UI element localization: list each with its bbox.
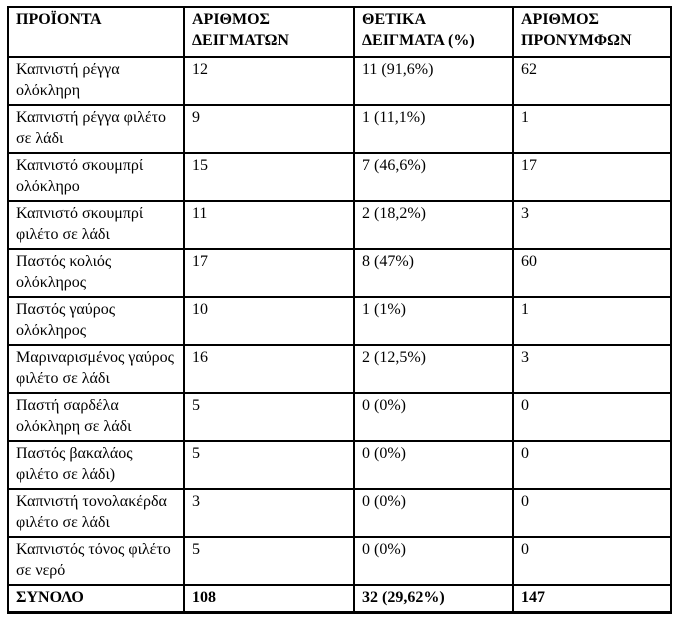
positive-cell: 0 (0%) (354, 489, 513, 537)
table-row (8, 201, 671, 249)
samples-cell: 5 (184, 393, 354, 441)
table-row (8, 249, 671, 297)
column-header-positive-samples: ΘΕΤΙΚΑ ΔΕΙΓΜΑΤΑ (%) (354, 7, 513, 57)
table-row (8, 105, 671, 153)
table-row (8, 153, 671, 201)
larvae-cell: 1 (513, 105, 671, 153)
total-label-cell: ΣΥΝΟΛΟ (8, 585, 184, 613)
product-cell: Παστή σαρδέλα ολόκληρη σε λάδι (8, 393, 184, 441)
total-larvae-cell: 147 (513, 585, 671, 613)
samples-cell: 15 (184, 153, 354, 201)
positive-cell: 1 (1%) (354, 297, 513, 345)
product-cell: Καπνιστή τονολακέρδα φιλέτο σε λάδι (8, 489, 184, 537)
samples-cell: 12 (184, 57, 354, 105)
larvae-cell: 62 (513, 57, 671, 105)
larvae-cell: 17 (513, 153, 671, 201)
total-positive-cell: 32 (29,62%) (354, 585, 513, 613)
product-cell: Παστός βακαλάος φιλέτο σε λάδι) (8, 441, 184, 489)
samples-cell: 10 (184, 297, 354, 345)
positive-cell: 1 (11,1%) (354, 105, 513, 153)
larvae-cell: 3 (513, 345, 671, 393)
table-row (8, 537, 671, 585)
header-row (8, 7, 671, 57)
positive-cell: 2 (18,2%) (354, 201, 513, 249)
positive-cell: 11 (91,6%) (354, 57, 513, 105)
products-samples-table (7, 6, 672, 614)
table-row (8, 345, 671, 393)
table-header (8, 7, 671, 57)
product-cell: Καπνιστός τόνος φιλέτο σε νερό (8, 537, 184, 585)
larvae-cell: 3 (513, 201, 671, 249)
positive-cell: 7 (46,6%) (354, 153, 513, 201)
larvae-cell: 0 (513, 489, 671, 537)
column-header-sample-count: ΑΡΙΘΜΟΣ ΔΕΙΓΜΑΤΩΝ (184, 7, 354, 57)
positive-cell: 2 (12,5%) (354, 345, 513, 393)
product-cell: Καπνιστή ρέγγα φιλέτο σε λάδι (8, 105, 184, 153)
larvae-cell: 0 (513, 441, 671, 489)
larvae-cell: 60 (513, 249, 671, 297)
table-row (8, 489, 671, 537)
table-row (8, 57, 671, 105)
samples-cell: 11 (184, 201, 354, 249)
product-cell: Μαριναρισμένος γαύρος φιλέτο σε λάδι (8, 345, 184, 393)
positive-cell: 8 (47%) (354, 249, 513, 297)
positive-cell: 0 (0%) (354, 441, 513, 489)
larvae-cell: 0 (513, 393, 671, 441)
samples-cell: 3 (184, 489, 354, 537)
samples-cell: 5 (184, 441, 354, 489)
table-row (8, 393, 671, 441)
larvae-cell: 1 (513, 297, 671, 345)
samples-cell: 5 (184, 537, 354, 585)
table-row (8, 297, 671, 345)
total-samples-cell: 108 (184, 585, 354, 613)
product-cell: Καπνιστό σκουμπρί φιλέτο σε λάδι (8, 201, 184, 249)
product-cell: Καπνιστό σκουμπρί ολόκληρο (8, 153, 184, 201)
product-cell: Παστός γαύρος ολόκληρος (8, 297, 184, 345)
table-row (8, 441, 671, 489)
table-body (8, 57, 671, 613)
column-header-larvae-count: ΑΡΙΘΜΟΣ ΠΡΟΝΥΜΦΩΝ (513, 7, 671, 57)
positive-cell: 0 (0%) (354, 393, 513, 441)
larvae-cell: 0 (513, 537, 671, 585)
column-header-products: ΠΡΟΪΟΝΤΑ (8, 7, 184, 57)
product-cell: Παστός κολιός ολόκληρος (8, 249, 184, 297)
samples-cell: 9 (184, 105, 354, 153)
total-row (8, 585, 671, 613)
samples-cell: 16 (184, 345, 354, 393)
positive-cell: 0 (0%) (354, 537, 513, 585)
product-cell: Καπνιστή ρέγγα ολόκληρη (8, 57, 184, 105)
samples-cell: 17 (184, 249, 354, 297)
